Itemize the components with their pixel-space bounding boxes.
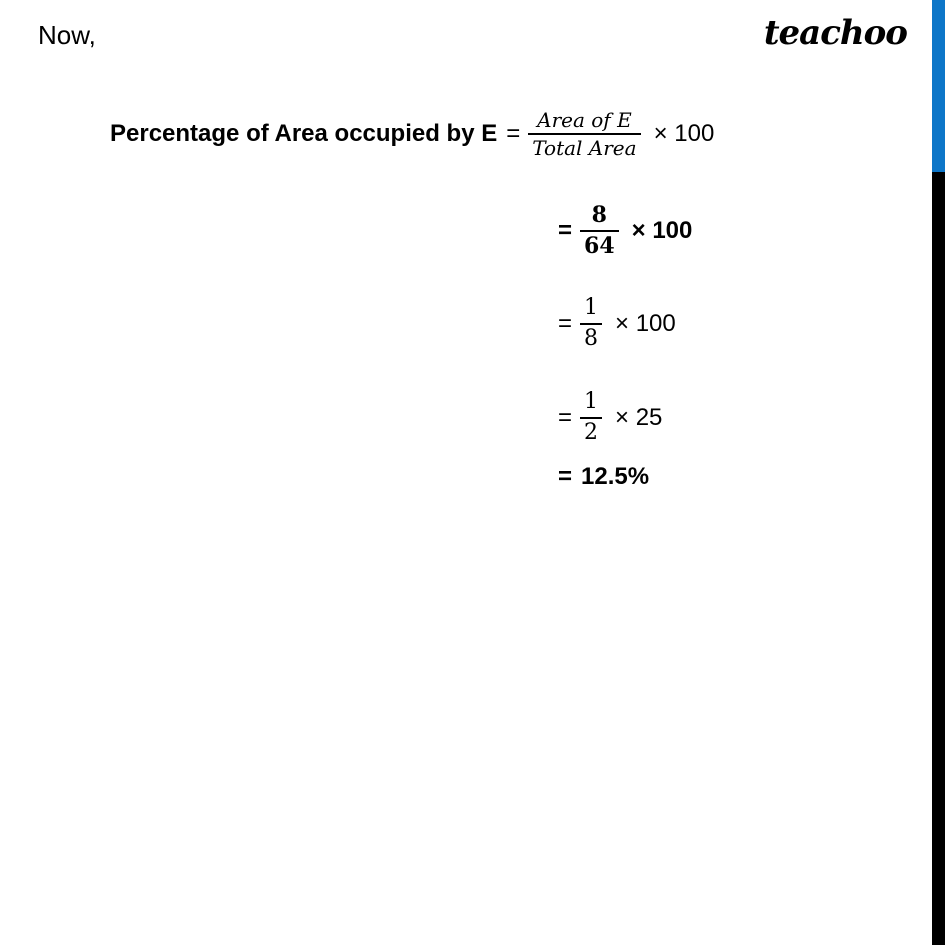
fraction-numerator: Area of E: [537, 108, 632, 132]
final-answer-value: 12.5%: [581, 463, 650, 490]
fraction-area-over-total: [528, 109, 640, 160]
multiplier-step1: × 100: [631, 216, 693, 244]
fraction-bar: [580, 417, 602, 419]
equation-line-step3: [558, 390, 662, 445]
fraction-1-over-2: [580, 390, 602, 445]
formula-lead-text: Percentage of Area occupied by E: [110, 120, 498, 148]
intro-label: Now,: [38, 20, 96, 50]
equation-line-result: [558, 465, 649, 489]
equation-line-step1: [558, 203, 692, 258]
multiplier-main: × 100: [653, 120, 715, 148]
equation-line-main: [110, 109, 714, 160]
fraction-denominator: 8: [584, 325, 599, 351]
teachoo-logo: teachoo: [763, 13, 907, 53]
fraction-denominator: 64: [584, 232, 615, 259]
fraction-8-over-64: [580, 203, 619, 258]
right-edge-black-bar: [932, 172, 945, 945]
fraction-numerator: 8: [591, 202, 607, 228]
equation-line-step2: [558, 296, 676, 351]
fraction-bar: [580, 230, 619, 232]
equals-sign-main: =: [506, 120, 521, 148]
equals-sign-step3: =: [558, 403, 573, 431]
fraction-numerator: 1: [584, 389, 599, 414]
multiplier-step3: × 25: [615, 403, 663, 431]
fraction-denominator: Total Area: [532, 136, 637, 161]
fraction-numerator: 1: [584, 295, 599, 320]
fraction-bar: [528, 133, 640, 135]
equals-sign-step1: =: [558, 216, 573, 244]
multiplier-step2: × 100: [615, 309, 676, 337]
fraction-1-over-8: [580, 296, 602, 351]
right-edge-blue-bar: [932, 0, 945, 172]
equals-sign-result: =: [558, 463, 573, 490]
fraction-denominator: 2: [584, 419, 599, 445]
equals-sign-step2: =: [558, 309, 573, 337]
fraction-bar: [580, 323, 602, 325]
